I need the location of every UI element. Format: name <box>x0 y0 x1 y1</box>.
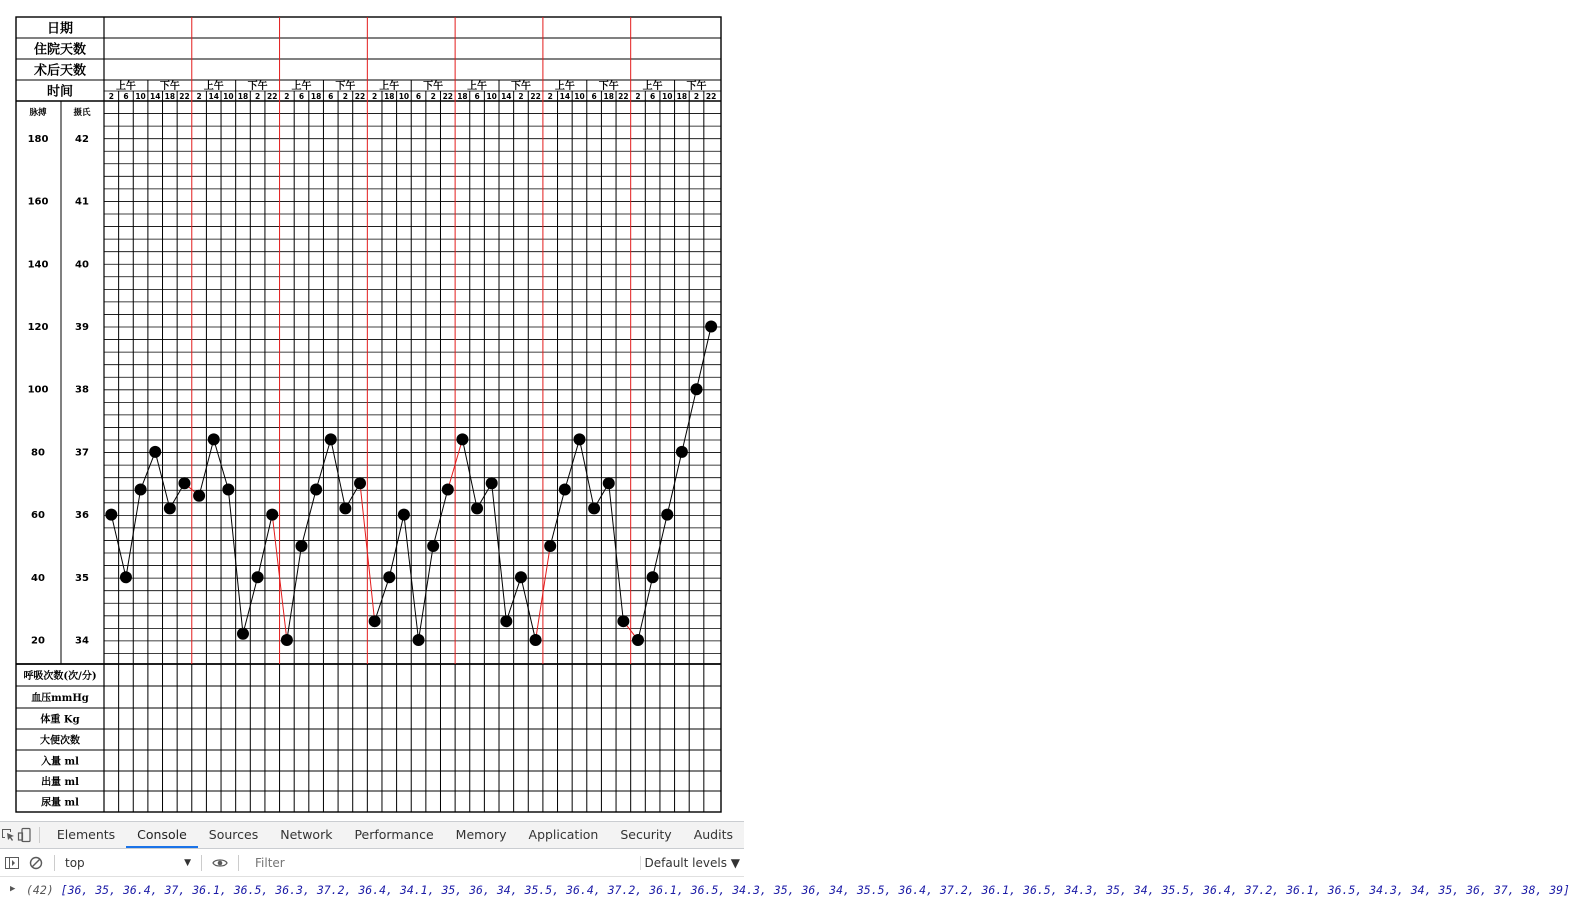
data-point <box>647 571 659 583</box>
hour-label: 14 <box>501 92 512 101</box>
hour-label: 2 <box>342 92 349 101</box>
toolbar-divider <box>54 855 55 871</box>
data-point <box>471 502 483 514</box>
data-point <box>515 571 527 583</box>
pm-label: 下午 <box>335 81 356 92</box>
expand-arrow-icon[interactable]: ▶ <box>10 884 16 894</box>
tab-security[interactable]: Security <box>620 827 672 842</box>
devtools-tab-list <box>46 822 744 848</box>
tab-console[interactable]: Console <box>126 822 198 848</box>
data-point <box>603 477 615 489</box>
data-point <box>281 634 293 646</box>
hour-label: 22 <box>530 92 541 101</box>
tab-sources[interactable]: Sources <box>208 827 259 842</box>
hour-label: 10 <box>223 92 234 101</box>
hour-label: 6 <box>474 92 480 101</box>
lower-row-label: 体重 Kg <box>40 714 80 726</box>
data-point <box>105 509 117 521</box>
data-point <box>149 446 161 458</box>
tab-application[interactable]: Application <box>528 827 599 842</box>
hour-label: 14 <box>559 92 571 101</box>
eye-icon[interactable] <box>208 851 232 875</box>
temp-tick-label: 41 <box>75 196 89 208</box>
temp-tick-label: 42 <box>75 133 89 145</box>
hour-label: 10 <box>662 92 673 101</box>
temp-tick-label: 36 <box>75 510 89 522</box>
devtools-panel <box>0 821 1570 903</box>
hour-label: 6 <box>328 92 334 101</box>
hour-label: 6 <box>650 92 656 101</box>
pulse-tick-label: 160 <box>27 196 49 208</box>
data-point <box>486 477 498 489</box>
hour-label: 10 <box>135 92 146 101</box>
hour-label: 22 <box>267 92 278 101</box>
am-label: 上午 <box>115 81 136 92</box>
pulse-tick-label: 40 <box>31 572 45 584</box>
data-point <box>369 615 381 627</box>
device-toolbar-icon[interactable] <box>17 823 34 847</box>
hour-label: 6 <box>591 92 597 101</box>
tab-elements[interactable]: Elements <box>56 827 116 842</box>
hour-label: 6 <box>298 92 305 101</box>
data-point <box>193 490 205 502</box>
hour-label: 2 <box>430 92 436 101</box>
data-point <box>413 634 425 646</box>
pulse-tick-label: 80 <box>31 447 45 459</box>
context-selector[interactable] <box>61 856 195 870</box>
pulse-tick-label: 60 <box>31 510 45 522</box>
am-label: 上午 <box>379 81 400 92</box>
data-point <box>208 433 220 445</box>
data-point <box>442 484 454 496</box>
pm-label: 下午 <box>423 81 444 92</box>
hour-label: 18 <box>310 92 322 101</box>
temperature-chart <box>0 0 744 821</box>
hour-label: 18 <box>676 92 688 101</box>
data-point <box>705 321 717 333</box>
data-point <box>354 477 366 489</box>
hour-label: 22 <box>442 92 454 101</box>
data-point <box>617 615 629 627</box>
hour-label: 2 <box>284 92 290 101</box>
temp-tick-label: 37 <box>75 447 89 459</box>
lower-row-label: 大便次数 <box>40 735 80 747</box>
data-point <box>120 571 132 583</box>
toolbar-divider <box>238 855 239 871</box>
data-point <box>222 484 234 496</box>
log-levels-dropdown[interactable]: Default levels ▼ <box>640 856 745 870</box>
hour-label: 2 <box>635 92 641 101</box>
data-point <box>252 571 264 583</box>
lower-row-label: 呼吸次数(次/分) <box>23 671 97 682</box>
data-point <box>398 509 410 521</box>
data-point <box>544 540 556 552</box>
hour-label: 2 <box>518 92 524 101</box>
header-label: 术后天数 <box>33 63 87 79</box>
temp-tick-label: 39 <box>75 322 89 333</box>
hour-label: 10 <box>574 92 585 101</box>
data-point <box>237 628 249 640</box>
tab-network[interactable]: Network <box>280 827 333 842</box>
pulse-tick-label: 180 <box>27 133 49 145</box>
data-point <box>427 540 439 552</box>
pulse-tick-label: 100 <box>27 384 49 396</box>
data-point <box>164 502 176 514</box>
hour-label: 14 <box>208 92 219 101</box>
pulse-tick-label: 20 <box>31 635 45 647</box>
am-label: 上午 <box>642 81 663 92</box>
devtools-tabbar <box>0 822 744 849</box>
hour-label: 22 <box>179 92 190 101</box>
data-point <box>339 502 351 514</box>
lower-row-label: 血压mmHg <box>31 693 89 704</box>
pm-label: 下午 <box>686 81 707 92</box>
lower-row-label: 入量 ml <box>41 756 79 768</box>
data-point <box>135 484 147 496</box>
data-point <box>325 433 337 445</box>
pm-label: 下午 <box>159 81 180 92</box>
hour-label: 22 <box>618 92 629 101</box>
data-point <box>266 509 278 521</box>
temp-axis-header: 摄氏 <box>73 108 91 118</box>
data-point <box>559 484 571 496</box>
header-label: 住院天数 <box>33 42 87 58</box>
data-point <box>632 634 644 646</box>
am-label: 上午 <box>203 81 224 92</box>
hour-label: 2 <box>255 92 261 101</box>
inspect-element-icon[interactable] <box>0 823 17 847</box>
pulse-tick-label: 140 <box>27 259 49 271</box>
array-length: (42) <box>26 883 54 897</box>
data-point <box>676 446 688 458</box>
console-output-line[interactable] <box>0 877 1570 897</box>
toolbar-divider <box>201 855 202 871</box>
hour-label: 10 <box>486 92 497 101</box>
pm-label: 下午 <box>598 81 619 92</box>
pulse-axis-header: 脉搏 <box>29 108 47 118</box>
hour-label: 22 <box>705 92 717 101</box>
toolbar-divider <box>39 827 40 843</box>
data-point <box>661 509 673 521</box>
hour-label: 6 <box>415 92 422 101</box>
hour-label: 2 <box>108 92 114 101</box>
am-label: 上午 <box>467 81 488 92</box>
lower-row-label: 尿量 ml <box>41 797 79 809</box>
clear-console-icon[interactable] <box>24 851 48 875</box>
hour-label: 18 <box>237 92 249 101</box>
am-label: 上午 <box>554 81 575 92</box>
data-point <box>310 484 322 496</box>
hour-label: 10 <box>398 92 410 101</box>
header-label: 时间 <box>46 84 74 100</box>
hour-label: 18 <box>384 92 395 101</box>
hour-label: 22 <box>354 92 366 101</box>
temp-tick-label: 40 <box>75 259 89 271</box>
hour-label: 2 <box>372 92 378 101</box>
array-values: [36, 35, 36.4, 37, 36.1, 36.5, 36.3, 37.2, 36.4, 34.1, 35, 36, 34, 35.5, 36.4, 37.2, 36.1, 36.5, 34.3, 35, 36, 34, 35.5, 36.4, 37.2, 36.1, 36.5, 34.3, 35, 34, 35.5, 36.4, 37.2, 36.1, 36.5, 34.3, 34, 35, 36, 37, 38, 39] <box>60 883 1570 897</box>
filter-input[interactable] <box>253 853 640 873</box>
tab-performance[interactable]: Performance <box>354 827 434 842</box>
pulse-tick-label: 120 <box>27 322 49 333</box>
sidebar-toggle-icon[interactable] <box>0 851 24 875</box>
data-point <box>456 433 468 445</box>
data-point <box>296 540 308 552</box>
data-point <box>530 634 542 646</box>
hour-label: 2 <box>693 92 700 101</box>
hour-label: 18 <box>457 92 468 101</box>
context-value: top <box>65 855 85 870</box>
temp-tick-label: 34 <box>75 635 89 647</box>
console-toolbar <box>0 849 744 877</box>
lower-row-label: 出量 ml <box>41 777 79 788</box>
data-point <box>691 383 703 395</box>
data-point <box>383 571 395 583</box>
pm-label: 下午 <box>510 81 531 92</box>
header-label: 日期 <box>46 21 74 37</box>
data-point <box>588 502 600 514</box>
tab-memory[interactable]: Memory <box>455 827 507 842</box>
hour-label: 18 <box>164 92 176 101</box>
am-label: 上午 <box>291 81 312 92</box>
temp-tick-label: 35 <box>75 572 89 584</box>
data-point <box>573 433 585 445</box>
hour-label: 14 <box>149 92 161 101</box>
pm-label: 下午 <box>247 81 268 92</box>
hour-label: 2 <box>547 92 553 101</box>
tab-audits[interactable]: Audits <box>693 827 733 842</box>
hour-label: 2 <box>196 92 202 101</box>
data-point <box>178 477 190 489</box>
temp-tick-label: 38 <box>75 384 89 396</box>
data-point <box>500 615 512 627</box>
hour-label: 18 <box>603 92 614 101</box>
dropdown-arrow-icon: ▼ <box>184 857 191 868</box>
hour-label: 6 <box>123 92 129 101</box>
chart-grid <box>16 17 721 812</box>
